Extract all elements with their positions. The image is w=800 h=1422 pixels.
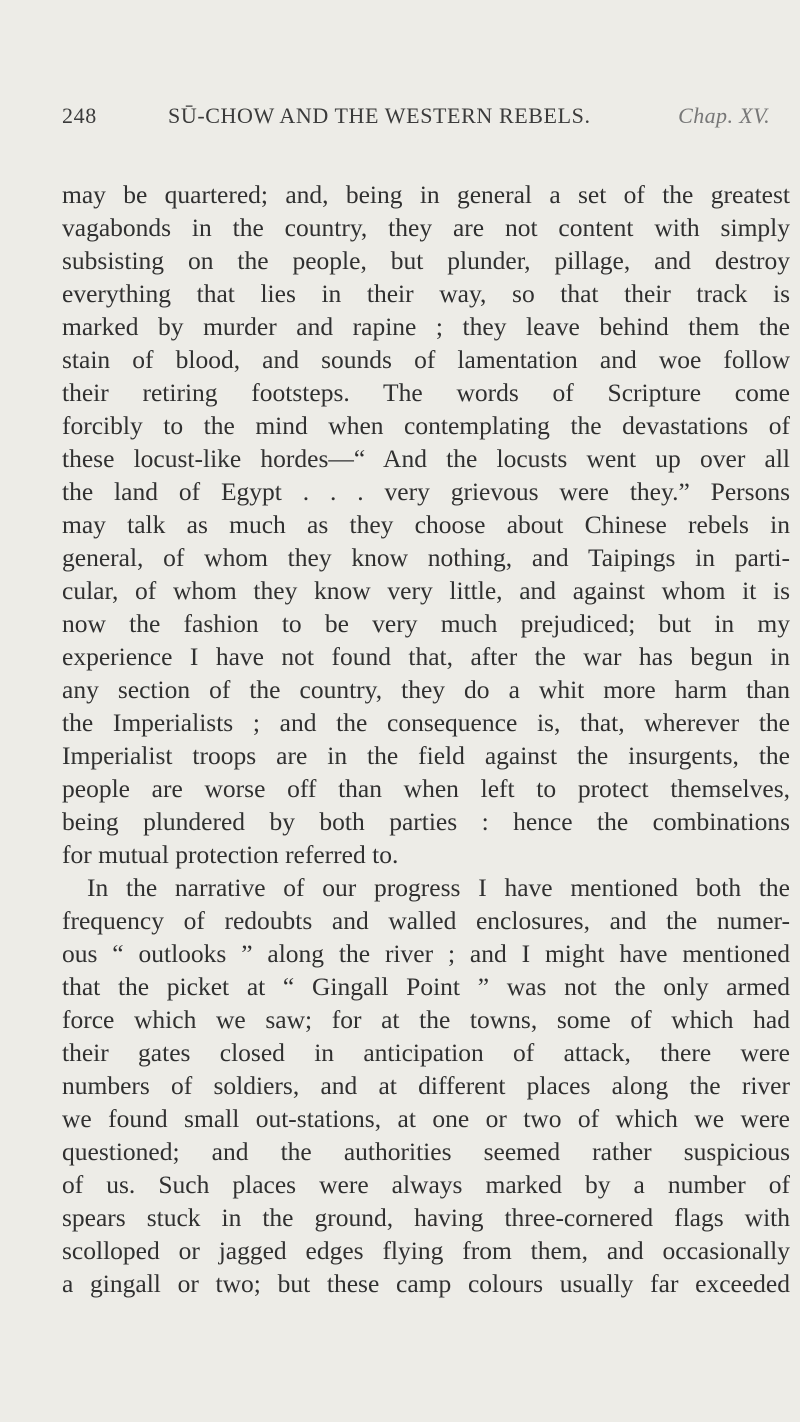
text-line: a gingall or two; but these camp colours usually far exceeded (62, 1269, 790, 1298)
text-line: forcibly to the mind when contemplating the devastations of (62, 411, 790, 440)
running-title: SŪ-CHOW AND THE WESTERN REBELS. (168, 103, 591, 128)
text-line: marked by murder and rapine ; they leave behind them the (62, 312, 790, 341)
text-line: the Imperialists ; and the consequence is, that, wherever the (62, 708, 790, 737)
chapter-label: Chap. XV. (678, 103, 770, 128)
text-line: experience I have not found that, after the war has begun in (62, 642, 790, 671)
text-line: their gates closed in anticipation of attack, there were (62, 1038, 790, 1067)
text-line: vagabonds in the country, they are not content with simply (62, 213, 790, 242)
paragraph-first-line: In the narrative of our progress I have mentioned both the (87, 873, 790, 902)
text-line: being plundered by both parties : hence the combinations (62, 807, 790, 836)
page-number: 248 (62, 103, 97, 128)
text-line: may be quartered; and, being in general a set of the greatest (62, 180, 790, 209)
text-line: spears stuck in the ground, having three-cornered flags with (62, 1203, 790, 1232)
paragraph-last-line: for mutual protection referred to. (62, 840, 399, 869)
body-text (62, 178, 790, 1300)
text-line: numbers of soldiers, and at different places along the river (62, 1071, 790, 1100)
text-line: now the fashion to be very much prejudiced; but in my (62, 609, 790, 638)
text-line: that the picket at “ Gingall Point ” was not the only armed (62, 972, 790, 1001)
text-line: their retiring footsteps. The words of Scripture come (62, 378, 790, 407)
text-line: ous “ outlooks ” along the river ; and I might have mentioned (62, 939, 790, 968)
text-line: scolloped or jagged edges flying from them, and occasionally (62, 1236, 790, 1265)
text-line: Imperialist troops are in the field against the insurgents, the (62, 741, 790, 770)
text-line: we found small out-stations, at one or two of which we were (62, 1104, 790, 1133)
text-line: stain of blood, and sounds of lamentation and woe follow (62, 345, 790, 374)
text-line: any section of the country, they do a whit more harm than (62, 675, 790, 704)
running-head (62, 103, 770, 135)
text-line: may talk as much as they choose about Chinese rebels in (62, 510, 790, 539)
text-line: people are worse off than when left to protect themselves, (62, 774, 790, 803)
text-line: frequency of redoubts and walled enclosures, and the numer- (62, 906, 790, 935)
text-line: the land of Egypt . . . very grievous were they.” Persons (62, 477, 790, 506)
text-line: general, of whom they know nothing, and Taipings in parti- (62, 543, 790, 572)
text-line: cular, of whom they know very little, and against whom it is (62, 576, 790, 605)
text-line: questioned; and the authorities seemed rather suspicious (62, 1137, 790, 1166)
text-line: of us. Such places were always marked by a number of (62, 1170, 790, 1199)
text-line: force which we saw; for at the towns, some of which had (62, 1005, 790, 1034)
text-line: subsisting on the people, but plunder, pillage, and destroy (62, 246, 790, 275)
text-line: these locust-like hordes—“ And the locusts went up over all (62, 444, 790, 473)
text-line: everything that lies in their way, so that their track is (62, 279, 790, 308)
